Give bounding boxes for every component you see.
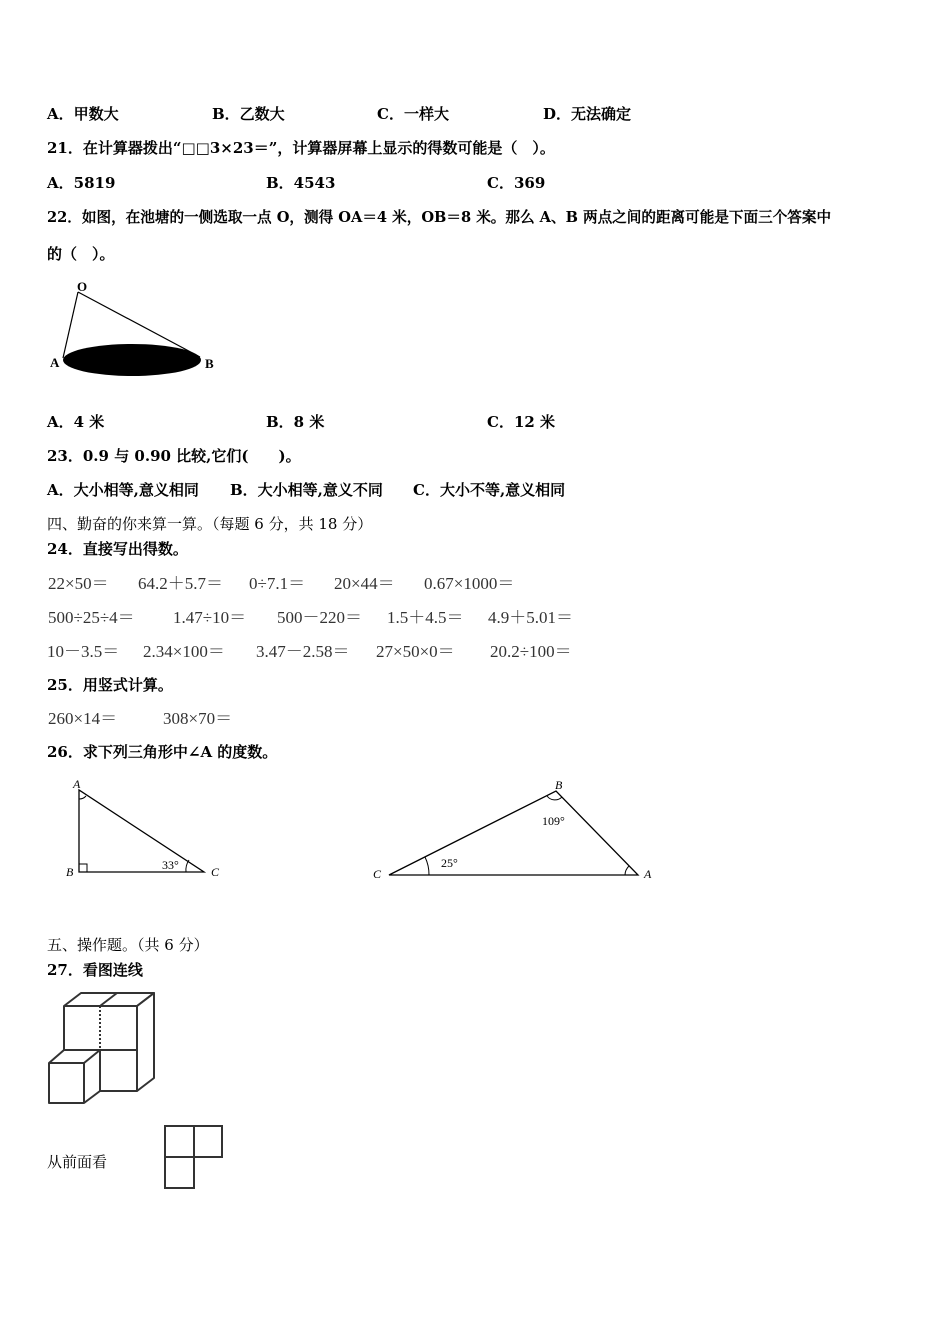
q21-option-b: B．4543 bbox=[266, 174, 336, 192]
q21-stem: 21．在计算器拨出“□□3×23＝”，计算器屏幕上显示的得数可能是（ ）。 bbox=[47, 139, 555, 157]
q24-row1-item5: 0.67×1000＝ bbox=[424, 574, 515, 593]
angle-a-arc bbox=[79, 796, 86, 799]
q26-stem: 26．求下列三角形中∠A 的度数。 bbox=[47, 743, 278, 761]
q24-row2-item3: 500－220＝ bbox=[277, 608, 362, 627]
section5-title: 五、操作题。（共 6 分） bbox=[47, 936, 209, 954]
tri1-label-c: C bbox=[211, 865, 220, 879]
pond-shape bbox=[63, 344, 201, 376]
q22-option-a: A．4 米 bbox=[47, 413, 105, 431]
q20-option-d: D．无法确定 bbox=[543, 105, 632, 123]
tri1-label-b: B bbox=[66, 865, 74, 879]
q24-row2-item5: 4.9＋5.01＝ bbox=[488, 608, 573, 627]
q22-stem-line1: 22．如图，在池塘的一侧选取一点 O，测得 OA＝4 米，OB＝8 米。那么 A、B 两点之间的距离可能是下面三个答案中 bbox=[47, 209, 832, 226]
triangle-two-outline bbox=[389, 791, 638, 875]
q24-row3-item4: 27×50×0＝ bbox=[376, 642, 455, 661]
tri2-label-a: A bbox=[644, 867, 652, 881]
front-view-square-top-right bbox=[194, 1126, 222, 1157]
angle-b-arc bbox=[547, 796, 562, 800]
top-face-divider bbox=[100, 993, 117, 1006]
q24-row1-item2: 64.2＋5.7＝ bbox=[138, 574, 223, 593]
right-side-face bbox=[137, 993, 154, 1091]
tri1-label-a: A bbox=[73, 777, 81, 791]
cube-stack-figure bbox=[44, 988, 159, 1108]
q22-stem-line2: 的（ ）。 bbox=[47, 245, 115, 263]
q23-option-a: A．大小相等,意义相同 bbox=[47, 481, 199, 499]
q23-option-b: B．大小相等,意义不同 bbox=[230, 481, 383, 499]
tri2-label-c: C bbox=[373, 867, 382, 881]
front-view-square-bottom bbox=[165, 1157, 194, 1188]
triangle-one-outline bbox=[79, 790, 204, 872]
front-view-square-top-left bbox=[165, 1126, 194, 1157]
lower-front-face bbox=[49, 1050, 137, 1103]
q24-row1-item1: 22×50＝ bbox=[48, 574, 109, 593]
triangle-two bbox=[365, 772, 665, 884]
q24-row2-item4: 1.5＋4.5＝ bbox=[387, 608, 464, 627]
label-a: A bbox=[50, 355, 60, 370]
right-angle-mark bbox=[79, 864, 87, 872]
q22-option-b: B．8 米 bbox=[266, 413, 325, 431]
label-o: O bbox=[77, 279, 88, 294]
q23-stem: 23．0.9 与 0.90 比较,它们( )。 bbox=[47, 447, 301, 465]
q24-row3-item2: 2.34×100＝ bbox=[143, 642, 225, 661]
section4-title: 四、勤奋的你来算一算。（每题 6 分，共 18 分） bbox=[47, 515, 373, 533]
q21-option-a: A．5819 bbox=[47, 174, 116, 192]
q23-option-c: C．大小不等,意义相同 bbox=[413, 481, 566, 499]
tri2-label-b: B bbox=[555, 778, 563, 792]
tri2-angle-c-label: 25° bbox=[441, 856, 458, 870]
tri1-angle-label: 33° bbox=[162, 858, 179, 872]
triangle-one bbox=[55, 772, 235, 884]
q24-row3-item1: 10－3.5＝ bbox=[47, 642, 120, 661]
q25-stem: 25．用竖式计算。 bbox=[47, 676, 173, 694]
label-b: B bbox=[205, 356, 214, 371]
angle-c-arc-two bbox=[425, 857, 429, 875]
q27-stem: 27．看图连线 bbox=[47, 961, 143, 979]
q20-option-b: B．乙数大 bbox=[212, 105, 285, 123]
q27-caption: 从前面看 bbox=[47, 1153, 108, 1171]
tri2-angle-b-label: 109° bbox=[542, 814, 565, 828]
q25-item2: 308×70＝ bbox=[163, 709, 233, 728]
q20-option-c: C．一样大 bbox=[377, 105, 449, 123]
q24-row1-item4: 20×44＝ bbox=[334, 574, 395, 593]
angle-a-arc-two bbox=[625, 866, 629, 875]
line-oa bbox=[63, 292, 78, 358]
q24-row1-item3: 0÷7.1＝ bbox=[249, 574, 306, 593]
q24-row2-item1: 500÷25÷4＝ bbox=[48, 608, 135, 627]
q24-row3-item3: 3.47－2.58＝ bbox=[256, 642, 350, 661]
lower-top-face bbox=[49, 1050, 100, 1063]
q24-stem: 24．直接写出得数。 bbox=[47, 540, 188, 558]
q22-option-c: C．12 米 bbox=[487, 413, 556, 431]
q20-option-a: A．甲数大 bbox=[47, 105, 119, 123]
q25-item1: 260×14＝ bbox=[48, 709, 118, 728]
q24-row2-item2: 1.47÷10＝ bbox=[173, 608, 247, 627]
pond-figure bbox=[40, 275, 240, 385]
q24-row3-item5: 20.2÷100＝ bbox=[490, 642, 572, 661]
front-view-figure bbox=[160, 1122, 228, 1192]
q21-option-c: C．369 bbox=[487, 174, 546, 192]
